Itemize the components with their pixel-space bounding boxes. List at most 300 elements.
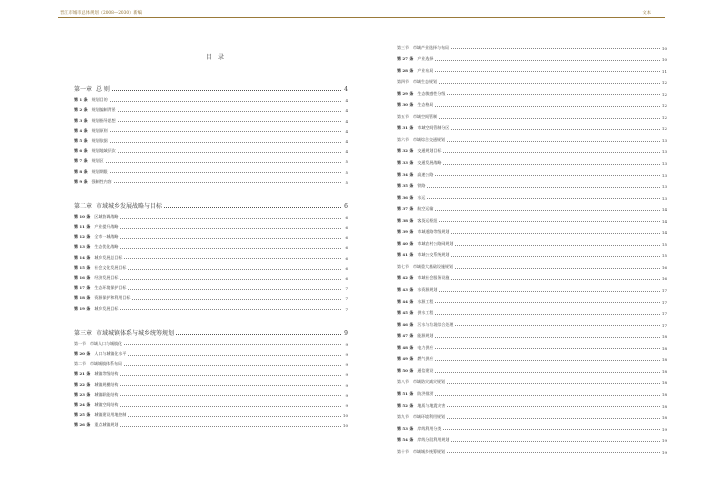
- toc-page-number: 9: [345, 372, 348, 378]
- toc-leader-dots: [120, 279, 341, 280]
- toc-entry-article[interactable]: [74, 347, 348, 357]
- toc-entry-label: [74, 179, 112, 185]
- toc-entry-number: 第 31 条: [397, 125, 414, 131]
- toc-entry-title: 能源规划: [417, 333, 434, 339]
- toc-leader-dots: [110, 142, 341, 143]
- toc-leader-dots: [435, 71, 660, 72]
- toc-entry-number: 第七节: [397, 263, 409, 269]
- toc-leader-dots: [124, 258, 341, 259]
- toc-leader-dots: [435, 60, 660, 61]
- toc-entry-article[interactable]: [397, 143, 667, 155]
- toc-page-number: 9: [345, 382, 348, 388]
- toc-entry-section[interactable]: [397, 108, 667, 120]
- toc-entry-article[interactable]: [397, 212, 667, 224]
- toc-entry-title: 重点城镇规划: [94, 422, 119, 428]
- toc-entry-title: 市域综合交通规划: [413, 136, 445, 142]
- toc-entry-article[interactable]: [397, 154, 667, 166]
- toc-entry-section[interactable]: [397, 409, 667, 421]
- toc-entry-article[interactable]: [74, 377, 348, 387]
- toc-entry-number: 第 43 条: [397, 287, 414, 293]
- toc-entry-number: 第二章: [74, 202, 93, 210]
- toc-entry-number: 第 28 条: [397, 67, 414, 73]
- toc-entry-number: 第 39 条: [397, 229, 414, 235]
- toc-entry-chapter[interactable]: [74, 326, 348, 337]
- toc-page-number: 4: [345, 98, 348, 104]
- toc-entry-title: 全市一城战略: [94, 234, 119, 240]
- toc-entry-number: 第 45 条: [397, 310, 414, 316]
- toc-entry-article[interactable]: [74, 398, 348, 408]
- toc-page-number: 6: [345, 265, 348, 271]
- toc-entry-title: 规划原则: [91, 127, 108, 133]
- toc-entry-number: 第 24 条: [74, 401, 91, 407]
- toc-leader-dots: [451, 441, 660, 442]
- toc-entry-title: 生态敏感性分级: [417, 90, 446, 96]
- toc-page-number: 10: [342, 423, 348, 429]
- toc-page-number: 6: [345, 245, 348, 251]
- toc-entry-title: 市域城乡发展战略与目标: [96, 202, 163, 210]
- toc-entry-chapter[interactable]: [74, 199, 348, 210]
- toc-entry-article[interactable]: [74, 210, 348, 220]
- toc-entry-article[interactable]: [397, 420, 667, 432]
- toc-entry-article[interactable]: [74, 388, 348, 398]
- toc-entry-article[interactable]: [74, 271, 348, 281]
- toc-entry-number: 第 51 条: [397, 390, 414, 396]
- toc-entry-title: 城镇空间结构: [94, 401, 119, 407]
- toc-spacer: [74, 185, 348, 199]
- toc-entry-article[interactable]: [397, 62, 667, 74]
- toc-leader-dots: [164, 207, 341, 208]
- toc-entry-article[interactable]: [397, 201, 667, 213]
- toc-entry-title: 市域防灾减灾规划: [413, 379, 445, 385]
- toc-leader-dots: [427, 187, 660, 188]
- toc-page-number: 6: [345, 276, 348, 281]
- toc-entry-number: 第 35 条: [397, 183, 414, 189]
- toc-leader-dots: [439, 221, 660, 222]
- toc-leader-dots: [435, 302, 660, 303]
- toc-entry-article[interactable]: [397, 235, 667, 247]
- toc-leader-dots: [435, 210, 660, 211]
- toc-entry-section[interactable]: [74, 337, 348, 347]
- toc-entry-article[interactable]: [74, 408, 348, 418]
- toc-entry-number: 第 17 条: [74, 285, 91, 291]
- toc-entry-article[interactable]: [397, 247, 667, 259]
- toc-entry-number: 第 8 条: [74, 168, 88, 174]
- toc-entry-article[interactable]: [74, 154, 348, 164]
- toc-leader-dots: [120, 218, 341, 219]
- toc-leader-dots: [443, 429, 660, 430]
- toc-page-number: 18: [661, 345, 667, 351]
- toc-leader-dots: [120, 228, 341, 229]
- toc-entry-article[interactable]: [74, 240, 348, 250]
- toc-page-number: 18: [661, 391, 667, 397]
- toc-entry-number: 第 26 条: [74, 422, 91, 428]
- toc-entry-article[interactable]: [74, 250, 348, 260]
- toc-entry-title: 城镇建设用地控制: [94, 412, 127, 418]
- toc-entry-number: 第二节: [74, 361, 86, 367]
- toc-entry-number: 第 33 条: [397, 160, 414, 166]
- toc-entry-title: 人口与城镇化水平: [94, 350, 127, 356]
- toc-page-number: 9: [344, 329, 348, 337]
- toc-page-number: 18: [661, 357, 667, 363]
- toc-page-number: 17: [661, 288, 667, 294]
- toc-title: 目 录: [206, 54, 226, 61]
- toc-entry-title: 水运: [417, 194, 426, 200]
- toc-entry-title: 燃气供应: [417, 356, 434, 362]
- toc-entry-number: 第三章: [74, 329, 93, 337]
- toc-entry-title: 经济发展目标: [94, 275, 119, 280]
- toc-entry-section[interactable]: [397, 258, 667, 270]
- toc-entry-article[interactable]: [74, 93, 348, 103]
- toc-page-number: 4: [345, 108, 348, 114]
- toc-page-number: 13: [661, 184, 667, 190]
- toc-page-number: 17: [661, 322, 667, 328]
- toc-entry-title: 污水与垃圾综合处理: [417, 321, 454, 327]
- toc-page-number: 5: [345, 159, 348, 165]
- toc-entry-number: 第 44 条: [397, 298, 414, 304]
- toc-entry-title: 交通发展战略: [417, 160, 442, 166]
- toc-entry-title: 规划地域层次: [91, 148, 116, 154]
- toc-leader-dots: [451, 233, 660, 234]
- toc-entry-title: 市域公交系统规划: [417, 252, 450, 258]
- toc-entry-number: 第 54 条: [397, 437, 414, 443]
- toc-entry-number: 第 27 条: [397, 56, 414, 62]
- toc-leader-dots: [439, 83, 660, 84]
- toc-page-number: 4: [345, 128, 348, 134]
- toc-entry-article[interactable]: [397, 166, 667, 178]
- toc-entry-title: 通信建设: [417, 367, 434, 373]
- toc-page-number: 7: [345, 306, 348, 312]
- toc-page-number: 13: [661, 172, 667, 178]
- toc-leader-dots: [110, 101, 341, 102]
- toc-entry-title: 产业提升战略: [94, 224, 119, 230]
- toc-leader-dots: [124, 344, 341, 345]
- toc-page-number: 19: [661, 438, 667, 444]
- toc-entry-title: 市域城乡统筹规划: [413, 448, 445, 454]
- toc-entry-number: 第 23 条: [74, 391, 91, 397]
- toc-page-number: 12: [661, 126, 667, 132]
- toc-entry-title: 市域生态规划: [413, 79, 437, 85]
- toc-entry-number: 第九节: [397, 414, 409, 420]
- toc-page-number: 17: [661, 299, 667, 305]
- toc-entry-title: 客货运枢纽: [417, 217, 438, 223]
- toc-entry-article[interactable]: [74, 291, 348, 301]
- toc-entry-article[interactable]: [74, 261, 348, 271]
- toc-page-number: 14: [661, 230, 667, 236]
- toc-entry-title: 市域社会服务设施: [417, 275, 450, 281]
- toc-entry-title: 市域空间管制分区: [417, 125, 450, 131]
- toc-entry-number: 第五节: [397, 113, 409, 119]
- toc-entry-title: 生态环境保护目标: [94, 285, 127, 291]
- toc-entry-article[interactable]: [397, 85, 667, 97]
- toc-entry-number: 第 5 条: [74, 137, 88, 143]
- toc-page-number: 9: [345, 392, 348, 398]
- toc-leader-dots: [435, 314, 660, 315]
- toc-leader-dots: [435, 360, 660, 361]
- toc-leader-dots: [110, 131, 341, 132]
- toc-leader-dots: [455, 325, 660, 326]
- toc-entry-title: 规划区: [91, 158, 104, 164]
- toc-entry-article[interactable]: [397, 189, 667, 201]
- toc-leader-dots: [120, 309, 341, 310]
- toc-leader-dots: [447, 141, 660, 142]
- toc-leader-dots: [443, 152, 660, 153]
- toc-entry-article[interactable]: [74, 230, 348, 240]
- toc-page-number: 6: [345, 255, 348, 261]
- toc-entry-article[interactable]: [74, 418, 348, 428]
- toc-entry-label: [74, 306, 118, 312]
- toc-entry-number: 第十节: [397, 448, 409, 454]
- toc-entry-article[interactable]: [397, 293, 667, 305]
- toc-entry-title: 交通规划目标: [417, 148, 442, 154]
- toc-entry-number: 第 30 条: [397, 102, 414, 108]
- toc-entry-title: 生态格局: [417, 102, 434, 108]
- toc-entry-label: [74, 328, 174, 337]
- toc-page-number: 9: [345, 362, 348, 368]
- toc-entry-article[interactable]: [74, 220, 348, 230]
- toc-entry-article[interactable]: [397, 178, 667, 190]
- toc-entry-title: 岸线分段利用规划: [417, 437, 450, 443]
- toc-entry-title: 岸线利用分类: [417, 425, 442, 431]
- toc-entry-number: 第四节: [397, 79, 409, 85]
- toc-entry-article[interactable]: [397, 305, 667, 317]
- toc-entry-article[interactable]: [74, 367, 348, 377]
- toc-entry-section[interactable]: [397, 39, 667, 51]
- toc-entry-title: 城乡发展目标: [94, 305, 119, 311]
- toc-entry-title: 城镇等级结构: [94, 371, 119, 377]
- toc-entry-section[interactable]: [397, 374, 667, 386]
- toc-page-number: 18: [661, 380, 667, 386]
- toc-entry-chapter[interactable]: [74, 82, 348, 93]
- toc-entry-title: 规划编制背景: [91, 107, 116, 113]
- toc-page-number: 18: [661, 334, 667, 340]
- toc-leader-dots: [451, 256, 660, 257]
- toc-entry-section[interactable]: [74, 357, 348, 367]
- toc-entry-label: [397, 449, 445, 455]
- toc-entry-article[interactable]: [74, 134, 348, 144]
- toc-entry-title: 水资源规划: [417, 287, 438, 293]
- toc-entry-article[interactable]: [397, 120, 667, 132]
- toc-leader-dots: [128, 355, 341, 356]
- toc-leader-dots: [443, 164, 660, 165]
- toc-leader-dots: [118, 111, 341, 112]
- toc-leader-dots: [435, 395, 660, 396]
- toc-entry-article[interactable]: [397, 270, 667, 282]
- toc-leader-dots: [120, 395, 341, 396]
- toc-leader-dots: [435, 348, 660, 349]
- toc-left-column: [74, 82, 348, 428]
- toc-leader-dots: [120, 426, 341, 427]
- toc-entry-number: 第六节: [397, 136, 409, 142]
- toc-entry-number: 第 32 条: [397, 148, 414, 154]
- toc-entry-title: 产业选择: [417, 56, 434, 62]
- toc-page-number: 4: [345, 138, 348, 144]
- toc-entry-title: 供水工程: [417, 310, 434, 316]
- toc-entry-number: 第 49 条: [397, 356, 414, 362]
- toc-entry-number: 第一章: [74, 86, 93, 93]
- toc-page-number: 6: [345, 214, 348, 220]
- toc-leader-dots: [447, 383, 660, 384]
- toc-entry-article[interactable]: [74, 124, 348, 134]
- toc-entry-title: 城镇职能结构: [94, 391, 119, 397]
- toc-entry-number: 第一节: [74, 340, 86, 346]
- toc-entry-article[interactable]: [397, 385, 667, 397]
- toc-entry-title: 市域城镇体系与城乡统筹规划: [96, 329, 175, 337]
- toc-right-column: [397, 39, 667, 455]
- toc-entry-number: 第 9 条: [74, 178, 88, 184]
- toc-page-number: 18: [661, 415, 667, 421]
- toc-leader-dots: [128, 289, 341, 290]
- toc-entry-title: 区域协调战略: [94, 213, 119, 219]
- toc-entry-article[interactable]: [74, 164, 348, 174]
- toc-leader-dots: [435, 372, 660, 373]
- toc-leader-dots: [447, 418, 660, 419]
- toc-page-number: 17: [661, 311, 667, 317]
- toc-entry-number: 第 53 条: [397, 425, 414, 431]
- toc-leader-dots: [128, 416, 341, 417]
- toc-entry-article[interactable]: [397, 51, 667, 63]
- toc-leader-dots: [435, 175, 660, 176]
- toc-entry-number: 第 22 条: [74, 381, 91, 387]
- toc-page-number: 5: [345, 179, 348, 185]
- toc-page-number: 19: [661, 449, 667, 455]
- toc-leader-dots: [451, 129, 660, 130]
- toc-entry-title: 市域环境利用规划: [413, 414, 445, 420]
- toc-entry-label: [74, 201, 162, 210]
- toc-entry-title: 规划依据: [91, 137, 108, 143]
- toc-entry-title: 防洪排涝: [417, 390, 434, 396]
- toc-entry-number: 第 41 条: [397, 252, 414, 258]
- toc-entry-title: 城镇规模结构: [94, 381, 119, 387]
- toc-entry-number: 第 11 条: [74, 224, 91, 230]
- toc-entry-number: 第八节: [397, 379, 409, 385]
- toc-entry-article[interactable]: [397, 328, 667, 340]
- toc-entry-article[interactable]: [397, 397, 667, 409]
- toc-entry-number: 第 42 条: [397, 275, 414, 281]
- toc-page-number: 10: [342, 413, 348, 419]
- toc-entry-number: 第 29 条: [397, 90, 414, 96]
- toc-entry-title: 总 则: [96, 86, 110, 93]
- toc-entry-article[interactable]: [74, 281, 348, 291]
- toc-entry-title: 规划期限: [91, 168, 108, 174]
- toc-entry-title: 地质与地震灾害: [417, 402, 446, 408]
- toc-entry-article[interactable]: [397, 432, 667, 444]
- toc-entry-title: 市域空间管制: [413, 113, 437, 119]
- toc-leader-dots: [447, 406, 660, 407]
- toc-entry-label: [74, 84, 110, 93]
- toc-entry-section[interactable]: [397, 74, 667, 86]
- toc-entry-title: 规划指导思想: [91, 117, 116, 123]
- toc-entry-article[interactable]: [397, 339, 667, 351]
- toc-entry-title: 市域产业选择与布局: [413, 44, 449, 50]
- toc-entry-number: 第 48 条: [397, 344, 414, 350]
- toc-leader-dots: [124, 365, 341, 366]
- toc-entry-title: 市域道路等级规划: [417, 229, 450, 235]
- toc-entry-number: 第 2 条: [74, 107, 88, 113]
- toc-leader-dots: [110, 172, 341, 173]
- toc-page-number: 15: [661, 253, 667, 259]
- toc-page-number: 6: [345, 235, 348, 241]
- toc-entry-article[interactable]: [74, 175, 348, 185]
- toc-leader-dots: [118, 121, 341, 122]
- toc-entry-number: 第 37 条: [397, 206, 414, 212]
- toc-entry-title: 铁路: [417, 183, 426, 189]
- toc-entry-number: 第 14 条: [74, 254, 91, 260]
- toc-entry-article[interactable]: [74, 301, 348, 311]
- toc-page-number: 10: [661, 57, 667, 63]
- toc-page-number: 12: [661, 103, 667, 109]
- toc-leader-dots: [451, 48, 660, 49]
- toc-page-number: 12: [661, 91, 667, 97]
- toc-leader-dots: [435, 337, 660, 338]
- toc-leader-dots: [120, 238, 341, 239]
- toc-page-number: 4: [345, 118, 348, 124]
- toc-leader-dots: [447, 452, 660, 453]
- toc-entry-article[interactable]: [397, 224, 667, 236]
- toc-page-number: 9: [345, 402, 348, 408]
- toc-leader-dots: [128, 269, 341, 270]
- toc-page-number: 6: [345, 225, 348, 231]
- toc-entry-number: 第 47 条: [397, 333, 414, 339]
- toc-entry-number: 第 36 条: [397, 194, 414, 200]
- toc-entry-article[interactable]: [74, 103, 348, 113]
- toc-entry-section[interactable]: [397, 443, 667, 455]
- toc-entry-title: 强制性内容: [91, 178, 112, 184]
- toc-page-number: 13: [661, 149, 667, 155]
- toc-page-number: 9: [345, 351, 348, 357]
- toc-page-number: 10: [661, 45, 667, 51]
- toc-entry-number: 第 7 条: [74, 158, 88, 164]
- toc-page-number: 15: [661, 241, 667, 247]
- toc-entry-title: 市域农村公路网规划: [417, 240, 454, 246]
- toc-entry-number: 第 34 条: [397, 171, 414, 177]
- toc-leader-dots: [132, 299, 341, 300]
- header-rule: [58, 17, 665, 18]
- toc-leader-dots: [114, 182, 341, 183]
- toc-page-number: 6: [344, 202, 348, 210]
- toc-entry-title: 市域城镇体系布局: [90, 361, 122, 367]
- toc-entry-number: 第 18 条: [74, 295, 91, 301]
- toc-entry-number: 第 12 条: [74, 234, 91, 240]
- toc-entry-number: 第 15 条: [74, 264, 91, 270]
- toc-entry-article[interactable]: [397, 316, 667, 328]
- toc-page-number: 13: [661, 137, 667, 143]
- toc-entry-number: 第 16 条: [74, 275, 91, 280]
- toc-entry-article[interactable]: [397, 281, 667, 293]
- toc-entry-title: 市域重大基础设施规划: [413, 263, 453, 269]
- toc-entry-title: 城乡发展总目标: [94, 254, 123, 260]
- toc-entry-section[interactable]: [397, 131, 667, 143]
- toc-page-number: 7: [345, 286, 348, 292]
- toc-leader-dots: [106, 162, 341, 163]
- toc-entry-title: 社会文化发展目标: [94, 264, 127, 270]
- toc-page-number: 5: [345, 169, 348, 175]
- toc-page-number: 4: [345, 149, 348, 155]
- toc-entry-title: 高速公路: [417, 171, 434, 177]
- toc-entry-article[interactable]: [74, 113, 348, 123]
- toc-leader-dots: [176, 334, 341, 335]
- toc-entry-article[interactable]: [74, 144, 348, 154]
- toc-entry-article[interactable]: [397, 351, 667, 363]
- toc-entry-title: 规划目的: [91, 97, 108, 103]
- toc-entry-title: 资源保护和利用目标: [94, 295, 131, 301]
- toc-entry-article[interactable]: [397, 97, 667, 109]
- toc-leader-dots: [120, 375, 341, 376]
- toc-entry-number: 第 50 条: [397, 367, 414, 373]
- toc-page-number: 9: [345, 341, 348, 347]
- toc-entry-number: 第 6 条: [74, 148, 88, 154]
- toc-leader-dots: [455, 245, 660, 246]
- toc-entry-article[interactable]: [397, 362, 667, 374]
